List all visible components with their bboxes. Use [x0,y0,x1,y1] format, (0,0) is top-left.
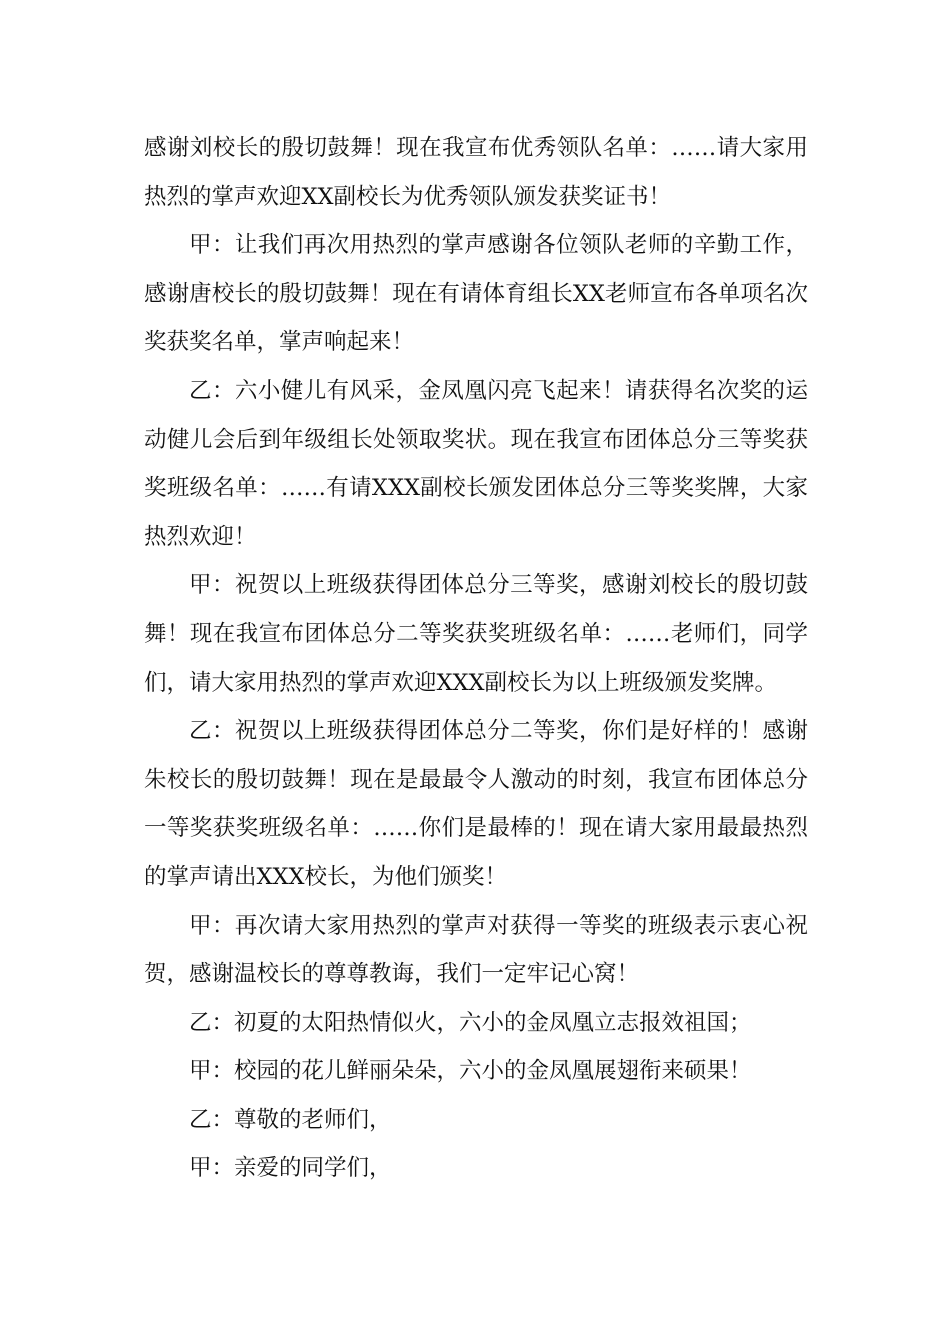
paragraph-6: 甲：再次请大家用热烈的掌声对获得一等奖的班级表示衷心祝贺，感谢温校长的尊尊教诲，我们一定牢记心窝！ [144,912,808,988]
paragraph-8: 甲：校园的花儿鲜丽朵朵，六小的金凤凰展翅衔来硕果！ [189,1058,752,1085]
paragraph-10: 甲：亲爱的同学们， [189,1155,392,1182]
paragraph-1: 感谢刘校长的殷切鼓舞！现在我宣布优秀领队名单：……请大家用热烈的掌声欢迎XX副校长为优秀领队颁发获奖证书！ [144,135,808,210]
paragraph-3: 乙：六小健儿有风采，金凤凰闪亮飞起来！请获得名次奖的运动健儿会后到年级组长处领取奖状。现在我宣布团体总分三等奖获奖班级名单：……有请XXX副校长颁发团体总分三等奖奖牌，大家热烈欢迎！ [144,377,808,550]
paragraph-5: 乙：祝贺以上班级获得团体总分二等奖，你们是好样的！感谢朱校长的殷切鼓舞！现在是最最令人激动的时刻，我宣布团体总分一等奖获奖班级名单：……你们是最棒的！现在请大家用最最热烈的掌声请出XXX校长，为他们颁奖！ [144,718,808,890]
paragraph-4: 甲：祝贺以上班级获得团体总分三等奖，感谢刘校长的殷切鼓舞！现在我宣布团体总分二等奖获奖班级名单：……老师们，同学们，请大家用热烈的掌声欢迎XXX副校长为以上班级颁发奖牌。 [144,572,808,696]
paragraph-7: 乙：初夏的太阳热情似火，六小的金凤凰立志报效祖国； [189,1009,752,1036]
paragraph-2: 甲：让我们再次用热烈的掌声感谢各位领队老师的辛勤工作，感谢唐校长的殷切鼓舞！现在有请体育组长XX老师宣布各单项名次奖获奖名单，掌声响起来！ [144,232,808,356]
document-body [144,124,808,1193]
paragraph-9: 乙：尊敬的老师们， [189,1106,392,1133]
